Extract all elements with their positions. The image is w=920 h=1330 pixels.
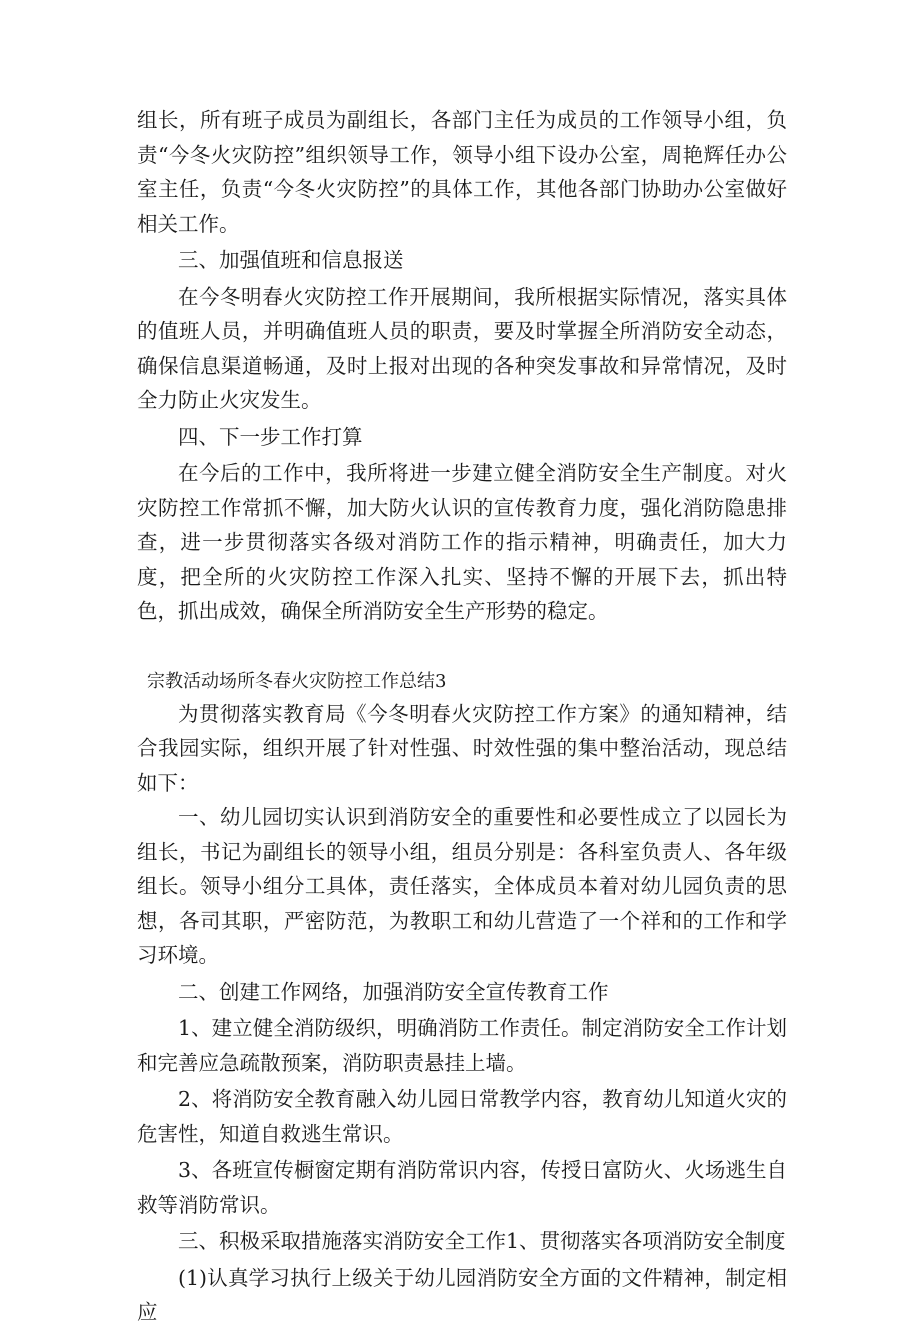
section-spacer — [137, 629, 787, 667]
list-item-1: 1、建立健全消防级织，明确消防工作责任。制定消防安全工作计划和完善应急疏散预案，消防职责悬挂上墙。 — [137, 1016, 787, 1075]
heading-measures: 三、积极采取措施落实消防安全工作1、贯彻落实各项消防安全制度 — [178, 1229, 786, 1253]
list-item-3: 3、各班宣传橱窗定期有消防常识内容，传授日富防火、火场逃生自救等消防常识。 — [137, 1158, 787, 1217]
heading-duty-and-reporting: 三、加强值班和信息报送 — [178, 248, 404, 272]
document-body — [137, 103, 787, 1330]
paragraph-measures-1: (1)认真学习执行上级关于幼儿园消防安全方面的文件精神，制定相应 — [137, 1265, 787, 1324]
paragraph-duty-and-reporting: 在今冬明春火灾防控工作开展期间，我所根据实际情况，落实具体的值班人员，并明确值班人员的职责，要及时掌握全所消防安全动态，确保信息渠道畅通，及时上报对出现的各种突发事故和异常情况，及时全力防止火灾发生。 — [137, 284, 787, 412]
paragraph-leading-group: 组长，所有班子成员为副组长，各部门主任为成员的工作领导小组，负责“今冬火灾防控”组织领导工作，领导小组下设办公室，周艳辉任办公室主任，负责“今冬火灾防控”的具体工作，其他各部门协助办公室做好相关工作。 — [137, 108, 787, 236]
list-item-2: 2、将消防安全教育融入幼儿园日常教学内容，教育幼儿知道火灾的危害性，知道自救逃生常识。 — [137, 1087, 787, 1146]
heading-work-network: 二、创建工作网络，加强消防安全宣传教育工作 — [178, 979, 609, 1004]
heading-next-steps: 四、下一步工作打算 — [178, 424, 363, 449]
paragraph-next-steps: 在今后的工作中，我所将进一步建立健全消防安全生产制度。对火灾防控工作常抓不懈，加大防火认识的宣传教育力度，强化消防隐患排查，进一步贯彻落实各级对消防工作的指示精神，明确责任，加大力度，把全所的火灾防控工作深入扎实、坚持不懈的开展下去，抓出特色，抓出成效，确保全所消防安全生产形势的稳定。 — [137, 461, 787, 623]
section-title: 宗教活动场所冬春火灾防控工作总结3 — [147, 670, 447, 692]
paragraph-leadership: 一、幼儿园切实认识到消防安全的重要性和必要性成立了以园长为组长，书记为副组长的领导小组，组员分别是：各科室负责人、各年级组长。领导小组分工具体，责任落实，全体成员本着对幼儿园负责的思想，各司其职，严密防范，为教职工和幼儿营造了一个祥和的工作和学习环境。 — [137, 805, 787, 967]
paragraph-intro: 为贯彻落实教育局《今冬明春火灾防控工作方案》的通知精神，结合我园实际，组织开展了针对性强、时效性强的集中整治活动，现总结如下： — [137, 701, 787, 795]
